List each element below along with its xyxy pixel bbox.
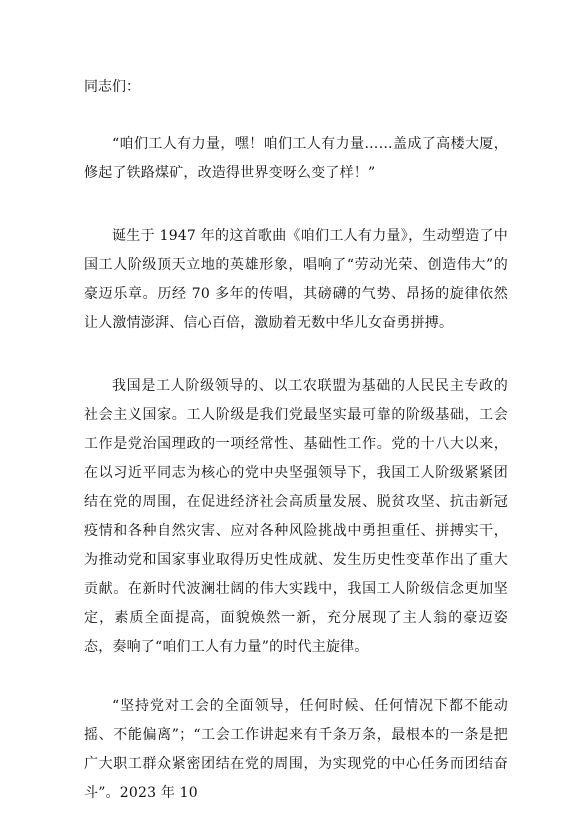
salutation: 同志们： — [84, 79, 140, 95]
paragraph-song-lyrics: “咱们工人有力量，嘿！咱们工人有力量……盖成了高楼大厦，修起了铁路煤矿，改造得世界变呀么变了样！” — [84, 136, 508, 181]
paragraph-working-class: 我国是工人阶级领导的、以工农联盟为基础的人民民主专政的社会主义国家。工人阶级是我们党最坚实最可靠的阶级基础，工会工作是党治国理政的一项经常性、基础性工作。党的十八大以来，在以习近平同志为核心的党中央坚强领导下，我国工人阶级紧紧团结在党的周围，在促进经济社会高质量发展、脱贫攻坚、抗击新冠疫情和各种自然灾害、应对各种风险挑战中勇担重任、拼搏实干，为推动党和国家事业取得历史性成就、发生历史性变革作出了重大贡献。在新时代波澜壮阔的伟大实践中，我国工人阶级信念更加坚定，素质全面提高，面貌焕然一新，充分展现了主人翁的豪迈姿态，奏响了“咱们工人有力量”的时代主旋律。 — [84, 378, 508, 655]
paragraph-party-leadership: “坚持党对工会的全面领导，任何时候、任何情况下都不能动摇、不能偏离”；“工会工作讲起来有千条万条，最根本的一条是把广大职工群众紧密团结在党的周围，为实现党的中心任务而团结奋斗”。2023 年 10 — [84, 698, 508, 801]
paragraph-song-history: 诞生于 1947 年的这首歌曲《咱们工人有力量》，生动塑造了中国工人阶级顶天立地的英雄形象，唱响了“劳动光荣、创造伟大”的豪迈乐章。历经 70 多年的传唱，其磅礴的气势、昂扬的旋律依然让人激情澎湃、信心百倍，激励着无数中华儿女奋勇拼搏。 — [84, 228, 508, 331]
